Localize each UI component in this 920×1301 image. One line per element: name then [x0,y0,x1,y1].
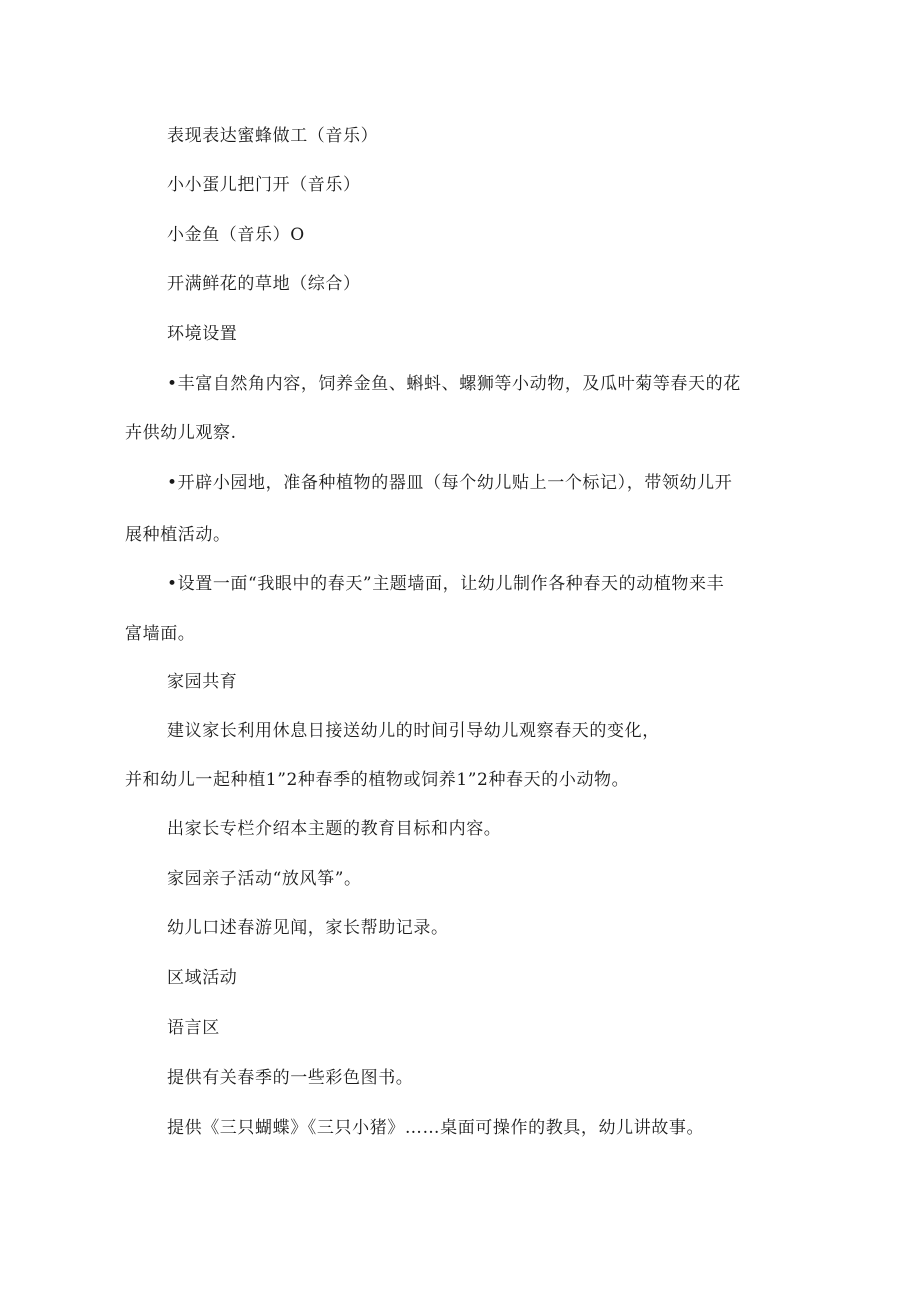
env-bullet-theme-wall: •设置一面“我眼中的春天”主题墙面，让幼儿制作各种春天的动植物来丰 [167,574,725,594]
activity-bee-work: 表现表达蜜蜂做工（音乐） [167,126,379,146]
home-suggestion-cont: 并和幼儿一起种植1”2种春季的植物或饲养1”2种春天的小动物。 [125,770,630,790]
env-bullet-nature-corner: •丰富自然角内容，饲养金鱼、蝌蚪、螺狮等小动物，及瓜叶菊等春天的花 [167,374,741,394]
home-parent-column: 出家长专栏介绍本主题的教育目标和内容。 [167,819,502,839]
env-bullet-theme-wall-cont: 富墙面。 [125,624,196,644]
env-bullet-nature-corner-cont: 卉供幼儿观察. [125,423,237,443]
heading-area-activities: 区域活动 [167,968,238,988]
home-kite-activity: 家园亲子活动“放风筝”。 [167,869,362,889]
env-bullet-garden: •开辟小园地，准备种植物的器皿（每个幼儿贴上一个标记），带领幼儿开 [167,473,733,493]
activity-goldfish: 小金鱼（音乐）O [167,225,305,245]
env-bullet-garden-cont: 展种植活动。 [125,525,231,545]
language-picture-books: 提供有关春季的一些彩色图书。 [167,1068,414,1088]
activity-flower-meadow: 开满鲜花的草地（综合） [167,274,361,294]
home-suggestion: 建议家长利用休息日接送幼儿的时间引导幼儿观察春天的变化， [167,721,660,741]
heading-language-area: 语言区 [167,1018,220,1038]
heading-environment: 环境设置 [167,324,238,344]
home-spring-outing: 幼儿口述春游见闻，家长帮助记录。 [167,918,449,938]
heading-home-school: 家园共育 [167,672,238,692]
activity-little-egg: 小小蛋儿把门开（音乐） [167,175,361,195]
language-story-props: 提供《三只蝴蝶》《三只小猪》……桌面可操作的教具，幼儿讲故事。 [167,1118,705,1138]
